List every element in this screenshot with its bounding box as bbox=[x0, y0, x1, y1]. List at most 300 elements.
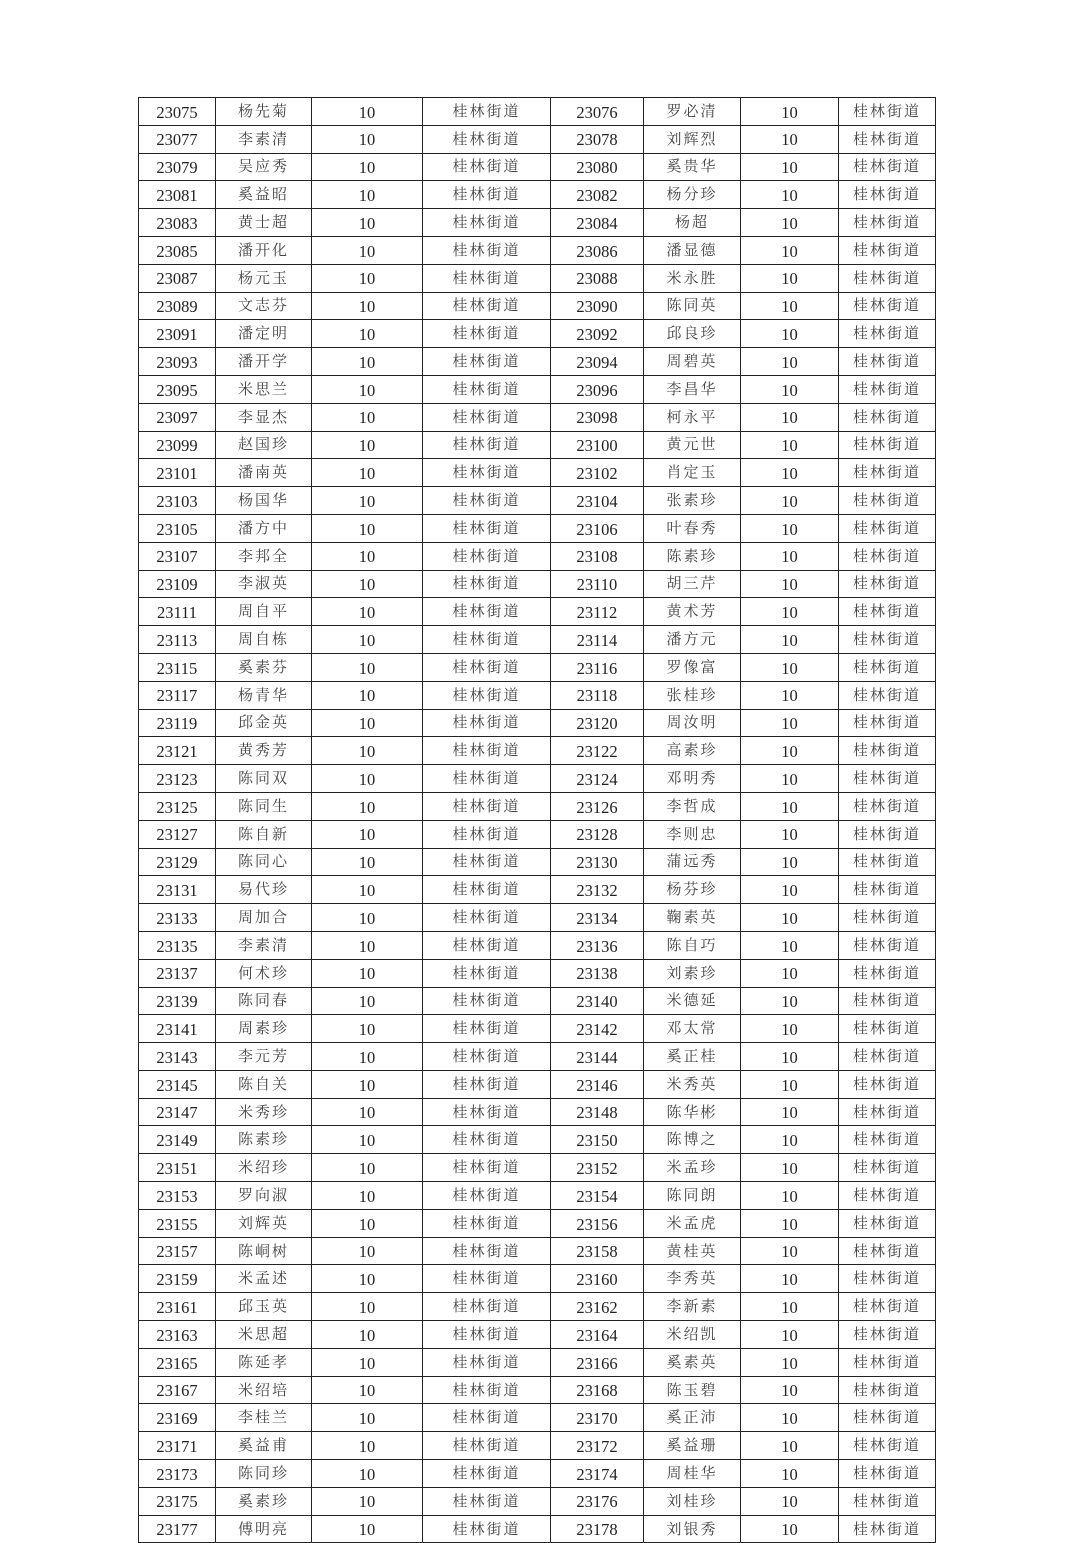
street-cell: 桂林街道 bbox=[839, 959, 936, 987]
name-cell: 潘开化 bbox=[216, 236, 312, 264]
id-cell: 23135 bbox=[139, 931, 216, 959]
street-cell: 桂林街道 bbox=[839, 570, 936, 598]
id-cell: 23108 bbox=[551, 542, 644, 570]
name-cell: 杨青华 bbox=[216, 681, 312, 709]
name-cell: 陈自新 bbox=[216, 820, 312, 848]
name-cell: 刘银秀 bbox=[644, 1515, 741, 1543]
name-cell: 陈玉碧 bbox=[644, 1376, 741, 1404]
table-row bbox=[139, 487, 936, 515]
amount-cell: 10 bbox=[741, 959, 839, 987]
name-cell: 蒲远秀 bbox=[644, 848, 741, 876]
table-body bbox=[139, 98, 936, 1543]
id-cell: 23113 bbox=[139, 626, 216, 654]
amount-cell: 10 bbox=[312, 1515, 423, 1543]
street-cell: 桂林街道 bbox=[839, 125, 936, 153]
amount-cell: 10 bbox=[741, 181, 839, 209]
amount-cell: 10 bbox=[741, 1070, 839, 1098]
amount-cell: 10 bbox=[741, 236, 839, 264]
name-cell: 奚素珍 bbox=[216, 1487, 312, 1515]
street-cell: 桂林街道 bbox=[423, 765, 551, 793]
amount-cell: 10 bbox=[741, 570, 839, 598]
id-cell: 23150 bbox=[551, 1126, 644, 1154]
name-cell: 胡三芹 bbox=[644, 570, 741, 598]
id-cell: 23096 bbox=[551, 375, 644, 403]
id-cell: 23115 bbox=[139, 653, 216, 681]
street-cell: 桂林街道 bbox=[423, 737, 551, 765]
amount-cell: 10 bbox=[741, 1098, 839, 1126]
name-cell: 陈同珍 bbox=[216, 1460, 312, 1488]
amount-cell: 10 bbox=[741, 98, 839, 126]
amount-cell: 10 bbox=[312, 1209, 423, 1237]
id-cell: 23129 bbox=[139, 848, 216, 876]
id-cell: 23161 bbox=[139, 1293, 216, 1321]
table-row bbox=[139, 1237, 936, 1265]
street-cell: 桂林街道 bbox=[423, 1515, 551, 1543]
id-cell: 23120 bbox=[551, 709, 644, 737]
amount-cell: 10 bbox=[312, 431, 423, 459]
name-cell: 潘方中 bbox=[216, 514, 312, 542]
street-cell: 桂林街道 bbox=[839, 264, 936, 292]
street-cell: 桂林街道 bbox=[423, 375, 551, 403]
amount-cell: 10 bbox=[312, 931, 423, 959]
amount-cell: 10 bbox=[741, 153, 839, 181]
table-row bbox=[139, 765, 936, 793]
name-cell: 李昌华 bbox=[644, 375, 741, 403]
id-cell: 23117 bbox=[139, 681, 216, 709]
street-cell: 桂林街道 bbox=[839, 181, 936, 209]
name-cell: 柯永平 bbox=[644, 403, 741, 431]
amount-cell: 10 bbox=[312, 98, 423, 126]
name-cell: 陈同朗 bbox=[644, 1182, 741, 1210]
street-cell: 桂林街道 bbox=[423, 598, 551, 626]
street-cell: 桂林街道 bbox=[839, 236, 936, 264]
name-cell: 米孟虎 bbox=[644, 1209, 741, 1237]
street-cell: 桂林街道 bbox=[423, 653, 551, 681]
amount-cell: 10 bbox=[312, 209, 423, 237]
amount-cell: 10 bbox=[741, 209, 839, 237]
amount-cell: 10 bbox=[312, 1460, 423, 1488]
street-cell: 桂林街道 bbox=[839, 1154, 936, 1182]
amount-cell: 10 bbox=[741, 626, 839, 654]
table-row bbox=[139, 209, 936, 237]
amount-cell: 10 bbox=[312, 681, 423, 709]
street-cell: 桂林街道 bbox=[839, 709, 936, 737]
table-row bbox=[139, 1126, 936, 1154]
amount-cell: 10 bbox=[741, 320, 839, 348]
name-cell: 何术珍 bbox=[216, 959, 312, 987]
amount-cell: 10 bbox=[312, 959, 423, 987]
amount-cell: 10 bbox=[312, 904, 423, 932]
name-cell: 奚益昭 bbox=[216, 181, 312, 209]
id-cell: 23097 bbox=[139, 403, 216, 431]
id-cell: 23136 bbox=[551, 931, 644, 959]
amount-cell: 10 bbox=[741, 1321, 839, 1349]
amount-cell: 10 bbox=[741, 292, 839, 320]
name-cell: 文志芬 bbox=[216, 292, 312, 320]
name-cell: 张素珍 bbox=[644, 487, 741, 515]
table-row bbox=[139, 1460, 936, 1488]
id-cell: 23092 bbox=[551, 320, 644, 348]
street-cell: 桂林街道 bbox=[423, 514, 551, 542]
id-cell: 23153 bbox=[139, 1182, 216, 1210]
table-row bbox=[139, 653, 936, 681]
id-cell: 23077 bbox=[139, 125, 216, 153]
amount-cell: 10 bbox=[312, 848, 423, 876]
id-cell: 23127 bbox=[139, 820, 216, 848]
street-cell: 桂林街道 bbox=[839, 792, 936, 820]
amount-cell: 10 bbox=[741, 431, 839, 459]
amount-cell: 10 bbox=[741, 848, 839, 876]
street-cell: 桂林街道 bbox=[839, 653, 936, 681]
id-cell: 23084 bbox=[551, 209, 644, 237]
street-cell: 桂林街道 bbox=[423, 1460, 551, 1488]
id-cell: 23171 bbox=[139, 1432, 216, 1460]
amount-cell: 10 bbox=[312, 320, 423, 348]
name-cell: 米思兰 bbox=[216, 375, 312, 403]
street-cell: 桂林街道 bbox=[839, 765, 936, 793]
street-cell: 桂林街道 bbox=[423, 1043, 551, 1071]
street-cell: 桂林街道 bbox=[839, 1237, 936, 1265]
street-cell: 桂林街道 bbox=[839, 431, 936, 459]
name-cell: 周桂华 bbox=[644, 1460, 741, 1488]
amount-cell: 10 bbox=[741, 1126, 839, 1154]
table-row bbox=[139, 98, 936, 126]
id-cell: 23100 bbox=[551, 431, 644, 459]
street-cell: 桂林街道 bbox=[839, 292, 936, 320]
amount-cell: 10 bbox=[741, 681, 839, 709]
name-cell: 李哲成 bbox=[644, 792, 741, 820]
amount-cell: 10 bbox=[741, 264, 839, 292]
street-cell: 桂林街道 bbox=[839, 1265, 936, 1293]
amount-cell: 10 bbox=[741, 765, 839, 793]
table-row bbox=[139, 626, 936, 654]
name-cell: 潘显德 bbox=[644, 236, 741, 264]
amount-cell: 10 bbox=[312, 375, 423, 403]
street-cell: 桂林街道 bbox=[839, 514, 936, 542]
table-row bbox=[139, 1209, 936, 1237]
table-row bbox=[139, 737, 936, 765]
id-cell: 23086 bbox=[551, 236, 644, 264]
id-cell: 23168 bbox=[551, 1376, 644, 1404]
street-cell: 桂林街道 bbox=[423, 848, 551, 876]
street-cell: 桂林街道 bbox=[423, 1432, 551, 1460]
name-cell: 陈同生 bbox=[216, 792, 312, 820]
amount-cell: 10 bbox=[312, 987, 423, 1015]
amount-cell: 10 bbox=[741, 1432, 839, 1460]
id-cell: 23145 bbox=[139, 1070, 216, 1098]
table-row bbox=[139, 1515, 936, 1543]
street-cell: 桂林街道 bbox=[423, 320, 551, 348]
street-cell: 桂林街道 bbox=[423, 1015, 551, 1043]
name-cell: 李素清 bbox=[216, 931, 312, 959]
amount-cell: 10 bbox=[741, 1460, 839, 1488]
name-cell: 米秀英 bbox=[644, 1070, 741, 1098]
amount-cell: 10 bbox=[741, 931, 839, 959]
amount-cell: 10 bbox=[312, 1098, 423, 1126]
street-cell: 桂林街道 bbox=[423, 1154, 551, 1182]
name-cell: 叶春秀 bbox=[644, 514, 741, 542]
id-cell: 23080 bbox=[551, 153, 644, 181]
street-cell: 桂林街道 bbox=[423, 236, 551, 264]
table-row bbox=[139, 236, 936, 264]
id-cell: 23079 bbox=[139, 153, 216, 181]
name-cell: 陈自巧 bbox=[644, 931, 741, 959]
amount-cell: 10 bbox=[741, 125, 839, 153]
amount-cell: 10 bbox=[312, 1237, 423, 1265]
street-cell: 桂林街道 bbox=[839, 1321, 936, 1349]
street-cell: 桂林街道 bbox=[423, 626, 551, 654]
name-cell: 杨先菊 bbox=[216, 98, 312, 126]
amount-cell: 10 bbox=[312, 1265, 423, 1293]
id-cell: 23105 bbox=[139, 514, 216, 542]
street-cell: 桂林街道 bbox=[839, 1404, 936, 1432]
id-cell: 23081 bbox=[139, 181, 216, 209]
street-cell: 桂林街道 bbox=[423, 542, 551, 570]
amount-cell: 10 bbox=[312, 570, 423, 598]
id-cell: 23176 bbox=[551, 1487, 644, 1515]
name-cell: 李新素 bbox=[644, 1293, 741, 1321]
id-cell: 23140 bbox=[551, 987, 644, 1015]
table-row bbox=[139, 598, 936, 626]
street-cell: 桂林街道 bbox=[839, 1293, 936, 1321]
name-cell: 罗向淑 bbox=[216, 1182, 312, 1210]
id-cell: 23128 bbox=[551, 820, 644, 848]
name-cell: 李素清 bbox=[216, 125, 312, 153]
name-cell: 傅明亮 bbox=[216, 1515, 312, 1543]
amount-cell: 10 bbox=[741, 737, 839, 765]
street-cell: 桂林街道 bbox=[423, 403, 551, 431]
id-cell: 23091 bbox=[139, 320, 216, 348]
id-cell: 23083 bbox=[139, 209, 216, 237]
street-cell: 桂林街道 bbox=[839, 1015, 936, 1043]
id-cell: 23167 bbox=[139, 1376, 216, 1404]
name-cell: 奚正桂 bbox=[644, 1043, 741, 1071]
amount-cell: 10 bbox=[312, 1043, 423, 1071]
name-cell: 杨元玉 bbox=[216, 264, 312, 292]
id-cell: 23134 bbox=[551, 904, 644, 932]
name-cell: 高素珍 bbox=[644, 737, 741, 765]
id-cell: 23173 bbox=[139, 1460, 216, 1488]
id-cell: 23103 bbox=[139, 487, 216, 515]
street-cell: 桂林街道 bbox=[423, 153, 551, 181]
table-row bbox=[139, 848, 936, 876]
amount-cell: 10 bbox=[741, 1154, 839, 1182]
amount-cell: 10 bbox=[741, 1182, 839, 1210]
amount-cell: 10 bbox=[312, 236, 423, 264]
street-cell: 桂林街道 bbox=[423, 181, 551, 209]
id-cell: 23106 bbox=[551, 514, 644, 542]
amount-cell: 10 bbox=[312, 1321, 423, 1349]
amount-cell: 10 bbox=[741, 1376, 839, 1404]
id-cell: 23172 bbox=[551, 1432, 644, 1460]
id-cell: 23094 bbox=[551, 348, 644, 376]
street-cell: 桂林街道 bbox=[423, 820, 551, 848]
id-cell: 23102 bbox=[551, 459, 644, 487]
name-cell: 杨芬珍 bbox=[644, 876, 741, 904]
street-cell: 桂林街道 bbox=[839, 820, 936, 848]
amount-cell: 10 bbox=[312, 1404, 423, 1432]
name-cell: 周自平 bbox=[216, 598, 312, 626]
amount-cell: 10 bbox=[741, 1209, 839, 1237]
id-cell: 23125 bbox=[139, 792, 216, 820]
id-cell: 23087 bbox=[139, 264, 216, 292]
street-cell: 桂林街道 bbox=[839, 1487, 936, 1515]
name-cell: 杨分珍 bbox=[644, 181, 741, 209]
table-row bbox=[139, 431, 936, 459]
street-cell: 桂林街道 bbox=[839, 1043, 936, 1071]
id-cell: 23124 bbox=[551, 765, 644, 793]
street-cell: 桂林街道 bbox=[423, 125, 551, 153]
table-row bbox=[139, 1293, 936, 1321]
name-cell: 奚益珊 bbox=[644, 1432, 741, 1460]
street-cell: 桂林街道 bbox=[423, 987, 551, 1015]
amount-cell: 10 bbox=[312, 709, 423, 737]
id-cell: 23151 bbox=[139, 1154, 216, 1182]
street-cell: 桂林街道 bbox=[839, 153, 936, 181]
amount-cell: 10 bbox=[741, 598, 839, 626]
name-cell: 刘辉英 bbox=[216, 1209, 312, 1237]
name-cell: 黄元世 bbox=[644, 431, 741, 459]
street-cell: 桂林街道 bbox=[839, 1376, 936, 1404]
id-cell: 23141 bbox=[139, 1015, 216, 1043]
id-cell: 23138 bbox=[551, 959, 644, 987]
id-cell: 23076 bbox=[551, 98, 644, 126]
id-cell: 23131 bbox=[139, 876, 216, 904]
amount-cell: 10 bbox=[741, 653, 839, 681]
street-cell: 桂林街道 bbox=[423, 792, 551, 820]
table-row bbox=[139, 931, 936, 959]
amount-cell: 10 bbox=[312, 1070, 423, 1098]
table-row bbox=[139, 1432, 936, 1460]
id-cell: 23166 bbox=[551, 1348, 644, 1376]
id-cell: 23149 bbox=[139, 1126, 216, 1154]
name-cell: 黄士超 bbox=[216, 209, 312, 237]
id-cell: 23085 bbox=[139, 236, 216, 264]
name-cell: 易代珍 bbox=[216, 876, 312, 904]
id-cell: 23148 bbox=[551, 1098, 644, 1126]
name-cell: 李则忠 bbox=[644, 820, 741, 848]
name-cell: 陈博之 bbox=[644, 1126, 741, 1154]
amount-cell: 10 bbox=[741, 1265, 839, 1293]
id-cell: 23144 bbox=[551, 1043, 644, 1071]
street-cell: 桂林街道 bbox=[839, 209, 936, 237]
table-row bbox=[139, 1070, 936, 1098]
street-cell: 桂林街道 bbox=[839, 904, 936, 932]
id-cell: 23154 bbox=[551, 1182, 644, 1210]
id-cell: 23110 bbox=[551, 570, 644, 598]
id-cell: 23170 bbox=[551, 1404, 644, 1432]
name-cell: 李邦全 bbox=[216, 542, 312, 570]
name-cell: 周加合 bbox=[216, 904, 312, 932]
id-cell: 23175 bbox=[139, 1487, 216, 1515]
amount-cell: 10 bbox=[312, 487, 423, 515]
amount-cell: 10 bbox=[312, 1154, 423, 1182]
name-cell: 周碧英 bbox=[644, 348, 741, 376]
amount-cell: 10 bbox=[312, 626, 423, 654]
street-cell: 桂林街道 bbox=[423, 348, 551, 376]
name-cell: 鞠素英 bbox=[644, 904, 741, 932]
name-cell: 黄秀芳 bbox=[216, 737, 312, 765]
id-cell: 23169 bbox=[139, 1404, 216, 1432]
name-cell: 李秀英 bbox=[644, 1265, 741, 1293]
amount-cell: 10 bbox=[312, 792, 423, 820]
name-cell: 米绍凯 bbox=[644, 1321, 741, 1349]
amount-cell: 10 bbox=[312, 1376, 423, 1404]
street-cell: 桂林街道 bbox=[839, 348, 936, 376]
name-cell: 肖定玉 bbox=[644, 459, 741, 487]
amount-cell: 10 bbox=[312, 292, 423, 320]
table-row bbox=[139, 904, 936, 932]
street-cell: 桂林街道 bbox=[423, 1376, 551, 1404]
street-cell: 桂林街道 bbox=[839, 737, 936, 765]
street-cell: 桂林街道 bbox=[423, 1182, 551, 1210]
street-cell: 桂林街道 bbox=[839, 876, 936, 904]
table-row bbox=[139, 1182, 936, 1210]
id-cell: 23158 bbox=[551, 1237, 644, 1265]
id-cell: 23107 bbox=[139, 542, 216, 570]
id-cell: 23082 bbox=[551, 181, 644, 209]
name-cell: 张桂珍 bbox=[644, 681, 741, 709]
name-cell: 刘辉烈 bbox=[644, 125, 741, 153]
name-cell: 奚贵华 bbox=[644, 153, 741, 181]
street-cell: 桂林街道 bbox=[423, 959, 551, 987]
amount-cell: 10 bbox=[312, 403, 423, 431]
amount-cell: 10 bbox=[312, 1293, 423, 1321]
table-row bbox=[139, 681, 936, 709]
name-cell: 奚益甫 bbox=[216, 1432, 312, 1460]
street-cell: 桂林街道 bbox=[839, 459, 936, 487]
id-cell: 23090 bbox=[551, 292, 644, 320]
amount-cell: 10 bbox=[741, 459, 839, 487]
amount-cell: 10 bbox=[312, 1487, 423, 1515]
name-cell: 米孟珍 bbox=[644, 1154, 741, 1182]
street-cell: 桂林街道 bbox=[423, 1070, 551, 1098]
amount-cell: 10 bbox=[312, 765, 423, 793]
amount-cell: 10 bbox=[312, 1432, 423, 1460]
id-cell: 23095 bbox=[139, 375, 216, 403]
street-cell: 桂林街道 bbox=[839, 1209, 936, 1237]
name-cell: 李元芳 bbox=[216, 1043, 312, 1071]
name-cell: 杨国华 bbox=[216, 487, 312, 515]
name-cell: 陈同双 bbox=[216, 765, 312, 793]
table-row bbox=[139, 709, 936, 737]
amount-cell: 10 bbox=[741, 792, 839, 820]
amount-cell: 10 bbox=[741, 1487, 839, 1515]
street-cell: 桂林街道 bbox=[423, 98, 551, 126]
name-cell: 罗像富 bbox=[644, 653, 741, 681]
id-cell: 23146 bbox=[551, 1070, 644, 1098]
amount-cell: 10 bbox=[312, 181, 423, 209]
name-cell: 刘桂珍 bbox=[644, 1487, 741, 1515]
table-row bbox=[139, 153, 936, 181]
street-cell: 桂林街道 bbox=[423, 876, 551, 904]
street-cell: 桂林街道 bbox=[423, 570, 551, 598]
amount-cell: 10 bbox=[741, 542, 839, 570]
table-row bbox=[139, 542, 936, 570]
amount-cell: 10 bbox=[741, 1015, 839, 1043]
id-cell: 23098 bbox=[551, 403, 644, 431]
street-cell: 桂林街道 bbox=[423, 431, 551, 459]
street-cell: 桂林街道 bbox=[839, 542, 936, 570]
amount-cell: 10 bbox=[741, 876, 839, 904]
name-cell: 陈峒树 bbox=[216, 1237, 312, 1265]
name-cell: 潘方元 bbox=[644, 626, 741, 654]
id-cell: 23122 bbox=[551, 737, 644, 765]
amount-cell: 10 bbox=[741, 1237, 839, 1265]
amount-cell: 10 bbox=[741, 1515, 839, 1543]
amount-cell: 10 bbox=[312, 125, 423, 153]
name-cell: 李显杰 bbox=[216, 403, 312, 431]
